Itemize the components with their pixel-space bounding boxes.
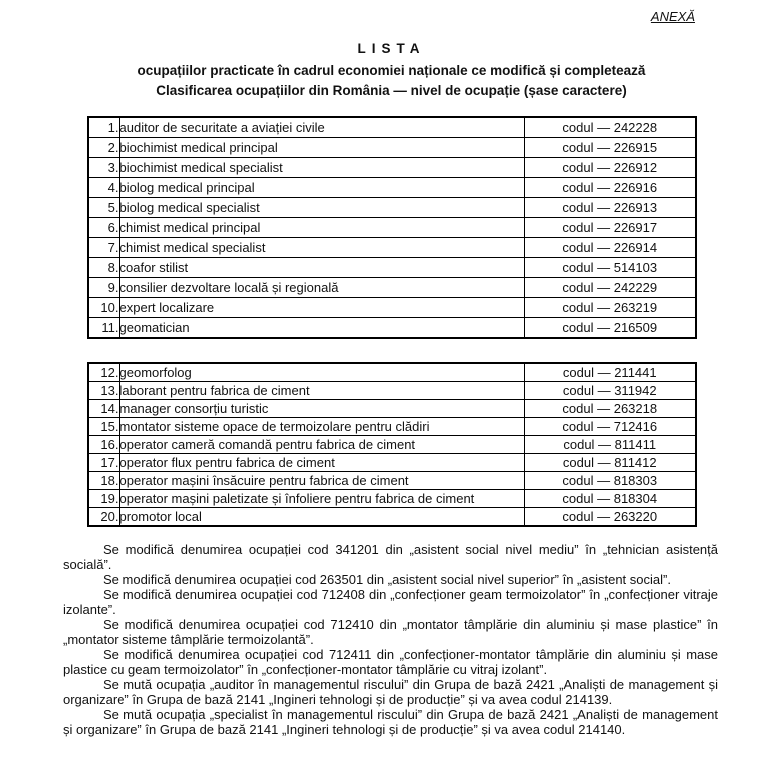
paragraph: Se modifică denumirea ocupației cod 712408 din „confecționer geam termoizolator” în „confecționer vitraje izolante”. xyxy=(63,587,718,617)
occupations-table-1 xyxy=(87,116,697,339)
row-number: 16. xyxy=(88,436,119,454)
occupation-code: codul — 514103 xyxy=(524,258,696,278)
occupation-name: chimist medical specialist xyxy=(119,238,524,258)
annex-label: ANEXĂ xyxy=(650,9,695,24)
paragraph: Se modifică denumirea ocupației cod 712411 din „confecționer-montator tâmplărie din aluminiu și mase plastice cu geam termoizolator” în „confecționer-montator tâmplărie cu vitraj izolant”. xyxy=(63,647,718,677)
occupation-name: biolog medical principal xyxy=(119,178,524,198)
amendment-paragraphs xyxy=(63,542,718,737)
row-number: 4. xyxy=(88,178,119,198)
table-row xyxy=(88,418,696,436)
occupation-code: codul — 811412 xyxy=(524,454,696,472)
occupation-code: codul — 311942 xyxy=(524,382,696,400)
occupation-code: codul — 712416 xyxy=(524,418,696,436)
table-row xyxy=(88,318,696,339)
row-number: 1. xyxy=(88,117,119,138)
occupation-name: biolog medical specialist xyxy=(119,198,524,218)
table-row xyxy=(88,278,696,298)
row-number: 5. xyxy=(88,198,119,218)
table-row xyxy=(88,238,696,258)
subtitle xyxy=(0,61,783,101)
subtitle-line-1: ocupațiilor practicate în cadrul economiei naționale ce modifică și completează xyxy=(137,63,646,78)
table-row xyxy=(88,117,696,138)
occupation-code: codul — 226913 xyxy=(524,198,696,218)
row-number: 9. xyxy=(88,278,119,298)
table-row xyxy=(88,298,696,318)
occupation-name: operator cameră comandă pentru fabrica de ciment xyxy=(119,436,524,454)
occupations-table-2 xyxy=(87,362,697,527)
occupation-code: codul — 242228 xyxy=(524,117,696,138)
row-number: 3. xyxy=(88,158,119,178)
occupation-name: coafor stilist xyxy=(119,258,524,278)
occupation-name: biochimist medical specialist xyxy=(119,158,524,178)
row-number: 2. xyxy=(88,138,119,158)
occupation-name: chimist medical principal xyxy=(119,218,524,238)
row-number: 8. xyxy=(88,258,119,278)
table-row xyxy=(88,258,696,278)
occupation-code: codul — 226915 xyxy=(524,138,696,158)
row-number: 12. xyxy=(88,363,119,382)
occupation-name: promotor local xyxy=(119,508,524,527)
row-number: 17. xyxy=(88,454,119,472)
occupation-name: geomorfolog xyxy=(119,363,524,382)
occupation-code: codul — 263220 xyxy=(524,508,696,527)
table-row xyxy=(88,218,696,238)
occupation-name: operator flux pentru fabrica de ciment xyxy=(119,454,524,472)
occupation-name: montator sisteme opace de termoizolare pentru clădiri xyxy=(119,418,524,436)
row-number: 10. xyxy=(88,298,119,318)
occupation-name: auditor de securitate a aviației civile xyxy=(119,117,524,138)
paragraph: Se modifică denumirea ocupației cod 341201 din „asistent social nivel mediu” în „tehnician asistență socială”. xyxy=(63,542,718,572)
row-number: 6. xyxy=(88,218,119,238)
occupation-name: operator mașini însăcuire pentru fabrica de ciment xyxy=(119,472,524,490)
occupation-code: codul — 226912 xyxy=(524,158,696,178)
row-number: 20. xyxy=(88,508,119,527)
occupation-name: laborant pentru fabrica de ciment xyxy=(119,382,524,400)
row-number: 15. xyxy=(88,418,119,436)
row-number: 13. xyxy=(88,382,119,400)
table-row xyxy=(88,363,696,382)
occupation-name: operator mașini paletizate și înfoliere pentru fabrica de ciment xyxy=(119,490,524,508)
row-number: 19. xyxy=(88,490,119,508)
occupation-code: codul — 811411 xyxy=(524,436,696,454)
paragraph: Se mută ocupația „specialist în managementul riscului” din Grupa de bază 2421 „Analiști de management și organizare” în Grupa de bază 2141 „Ingineri tehnologi și de producție” și va avea codul 214140. xyxy=(63,707,718,737)
table-row xyxy=(88,454,696,472)
table-row xyxy=(88,138,696,158)
row-number: 14. xyxy=(88,400,119,418)
paragraph: Se modifică denumirea ocupației cod 263501 din „asistent social nivel superior” în „asistent social”. xyxy=(103,572,671,587)
table-row xyxy=(88,436,696,454)
table-row xyxy=(88,178,696,198)
row-number: 11. xyxy=(88,318,119,339)
table-row xyxy=(88,400,696,418)
occupation-code: codul — 226914 xyxy=(524,238,696,258)
occupation-code: codul — 211441 xyxy=(524,363,696,382)
occupation-code: codul — 263219 xyxy=(524,298,696,318)
occupation-code: codul — 818304 xyxy=(524,490,696,508)
table-row xyxy=(88,382,696,400)
paragraph: Se modifică denumirea ocupației cod 712410 din „montator tâmplărie din aluminiu și mase plastice” în „montator sisteme tâmplărie termoizolantă”. xyxy=(63,617,718,647)
subtitle-line-2: Clasificarea ocupațiilor din România — nivel de ocupație (șase caractere) xyxy=(156,83,627,98)
occupation-code: codul — 263218 xyxy=(524,400,696,418)
occupation-code: codul — 242229 xyxy=(524,278,696,298)
occupation-code: codul — 226916 xyxy=(524,178,696,198)
occupation-code: codul — 226917 xyxy=(524,218,696,238)
row-number: 18. xyxy=(88,472,119,490)
occupation-name: biochimist medical principal xyxy=(119,138,524,158)
paragraph: Se mută ocupația „auditor în managementul riscului” din Grupa de bază 2421 „Analiști de management și organizare” în Grupa de bază 2141 „Ingineri tehnologi și de producție” și va avea codul 214139. xyxy=(63,677,718,707)
occupation-code: codul — 216509 xyxy=(524,318,696,339)
occupation-name: manager consorțiu turistic xyxy=(119,400,524,418)
table-row xyxy=(88,490,696,508)
occupation-name: expert localizare xyxy=(119,298,524,318)
table-row xyxy=(88,472,696,490)
occupation-code: codul — 818303 xyxy=(524,472,696,490)
table-row xyxy=(88,508,696,527)
page-title: LISTA xyxy=(357,41,426,56)
row-number: 7. xyxy=(88,238,119,258)
table-row xyxy=(88,198,696,218)
table-row xyxy=(88,158,696,178)
occupation-name: consilier dezvoltare locală și regională xyxy=(119,278,524,298)
occupation-name: geomatician xyxy=(119,318,524,339)
